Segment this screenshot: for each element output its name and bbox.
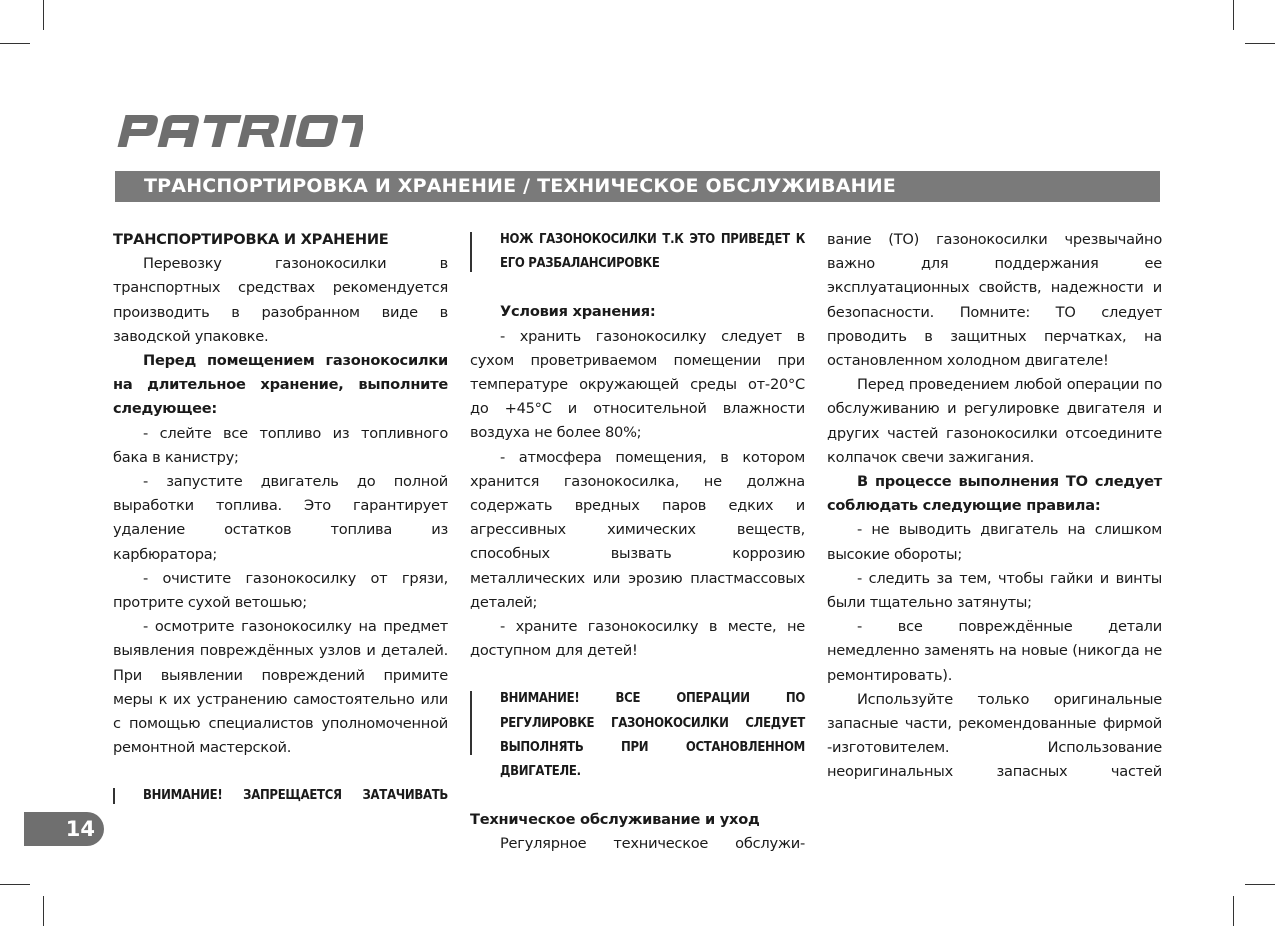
crop-mark — [43, 0, 44, 30]
paragraph: Перевозку газонокосилки в транспортных средствах рекомендуется производить в разобранном виде в заводской упаковке. — [113, 255, 448, 345]
warning-bar — [113, 788, 115, 804]
column-2 — [470, 228, 805, 857]
list-item: - запустите двигатель до полной выработки топлива. Это гарантирует удаление остатков топлива из карбюратора; — [113, 473, 448, 563]
paragraph: Перед проведением любой операции по обслуживанию и регулировке двигателя и других частей газонокосилки отсоедините колпачок свечи зажигания. — [827, 376, 1162, 466]
list-item: - атмосфера помещения, в котором хранится газонокосилка, не должна содержать вредных паров едких и агрессивных химических веществ, способных вызвать коррозию металлических или эрозию пластмассовых деталей; — [470, 448, 805, 611]
column-1 — [113, 228, 448, 809]
crop-mark — [1245, 43, 1275, 44]
warning-block — [470, 687, 805, 784]
paragraph: Регулярное техническое обслужи- — [500, 835, 805, 853]
crop-mark — [1245, 884, 1275, 885]
section-heading: Техническое обслуживание и уход — [470, 811, 760, 829]
paragraph: Используйте только оригинальные запасные части, рекомендованные фирмой -изготовителем. Использование неоригинальных запасных частей — [827, 690, 1162, 781]
subheading: Условия хранения: — [500, 303, 656, 321]
warning-text: ВНИМАНИЕ! ВСЕ ОПЕРАЦИИ ПО РЕГУЛИРОВКЕ ГАЗОНОКОСИЛКИ СЛЕДУЕТ ВЫПОЛНЯТЬ ПРИ ОСТАНОВЛЕННОМ ДВИГАТЕЛЕ. — [500, 691, 805, 780]
page-number: 14 — [24, 812, 104, 846]
warning-bar — [470, 232, 472, 272]
bold-paragraph: Перед помещением газонокосилки на длительное хранение, выполните следующее: — [113, 352, 448, 418]
list-item: - все повреждённые детали немедленно заменять на новые (никогда не ремонтировать). — [827, 618, 1162, 684]
warning-block — [470, 228, 805, 276]
crop-mark — [1233, 896, 1234, 926]
list-item: - хранить газонокосилку следует в сухом проветриваемом помещении при температуре окружающей среды от-20°С до +45°С и относительной влажности воздуха не более 80%; — [470, 327, 805, 442]
warning-bar — [470, 691, 472, 755]
warning-text: НОЖ ГАЗОНОКОСИЛКИ Т.К ЭТО ПРИВЕДЕТ К ЕГО РАЗБАЛАНСИРОВКЕ — [500, 232, 805, 272]
list-item: - следить за тем, чтобы гайки и винты были тщательно затянуты; — [827, 569, 1162, 612]
patriot-logo — [113, 113, 363, 149]
bold-paragraph: В процессе выполнения ТО следует соблюдать следующие правила: — [827, 473, 1162, 515]
section-heading: ТРАНСПОРТИРОВКА И ХРАНЕНИЕ — [113, 231, 389, 248]
crop-mark — [0, 43, 30, 44]
warning-text: ВНИМАНИЕ! ЗАПРЕЩАЕТСЯ ЗАТАЧИВАТЬ — [143, 788, 448, 804]
crop-mark — [0, 884, 30, 885]
section-banner: ТРАНСПОРТИРОВКА И ХРАНЕНИЕ / ТЕХНИЧЕСКОЕ ОБСЛУЖИВАНИЕ — [115, 171, 1160, 202]
column-3 — [827, 228, 1162, 785]
list-item: - очистите газонокосилку от грязи, протрите сухой ветошью; — [113, 569, 448, 612]
crop-mark — [43, 896, 44, 926]
list-item: - храните газонокосилку в месте, не доступном для детей! — [470, 618, 805, 660]
list-item: - слейте все топливо из топливного бака в канистру; — [113, 424, 448, 466]
list-item: - осмотрите газонокосилку на предмет выявления повреждённых узлов и деталей. При выявлении повреждений примите меры к их устранению самостоятельно или с помощью специалистов уполномоченной ремонтной мастерской. — [113, 618, 448, 757]
paragraph: вание (ТО) газонокосилки чрезвычайно важно для поддержания ее эксплуатационных свойств, надежности и безопасности. Помните: ТО следует проводить в защитных перчатках, на остановленном холодном двигателе! — [827, 231, 1162, 370]
list-item: - не выводить двигатель на слишком высокие обороты; — [827, 521, 1162, 563]
warning-block — [113, 784, 448, 808]
crop-mark — [1233, 0, 1234, 30]
